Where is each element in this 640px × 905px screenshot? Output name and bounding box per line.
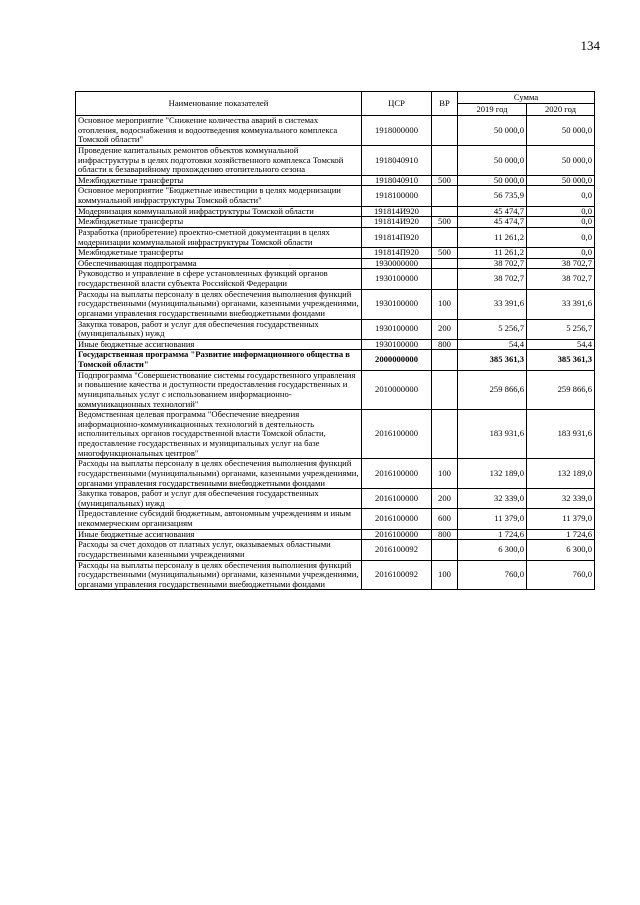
table-row — [76, 227, 595, 247]
cell-vr — [432, 186, 458, 206]
page-number: 134 — [580, 38, 600, 53]
cell-name: Основное мероприятие "Снижение количества аварий в системах отопления, водоснабжения и водоотведения коммунального комплекса Томской области" — [76, 116, 362, 146]
cell-vr: 600 — [432, 509, 458, 529]
cell-vr: 500 — [432, 217, 458, 228]
table-row — [76, 206, 595, 217]
cell-name: Расходы на выплаты персоналу в целях обеспечения выполнения функций государственными (муниципальными) органами, казенными учреждениями, органами управления государственными внебюджетными фондами — [76, 459, 362, 489]
cell-name: Закупка товаров, работ и услуг для обеспечения государственных (муниципальных) нужд — [76, 489, 362, 509]
cell-sum-2020: 38 702,7 — [527, 258, 595, 269]
table-row — [76, 145, 595, 175]
table-row — [76, 370, 595, 410]
cell-name: Расходы на выплаты персоналу в целях обеспечения выполнения функций государственными (муниципальными) органами, казенными учреждениями, органами управления государственными внебюджетными фондами — [76, 560, 362, 590]
cell-csr: 2000000000 — [362, 350, 432, 370]
cell-sum-2020: 0,0 — [527, 227, 595, 247]
cell-name: Межбюджетные трансферты — [76, 248, 362, 259]
cell-sum-2020: 11 379,0 — [527, 509, 595, 529]
cell-csr: 1918000000 — [362, 116, 432, 146]
cell-sum-2019: 50 000,0 — [458, 145, 527, 175]
cell-vr: 200 — [432, 489, 458, 509]
cell-csr: 1930100000 — [362, 269, 432, 289]
cell-name: Межбюджетные трансферты — [76, 175, 362, 186]
cell-sum-2020: 33 391,6 — [527, 289, 595, 319]
cell-csr: 191814П920 — [362, 248, 432, 259]
cell-sum-2019: 56 735,9 — [458, 186, 527, 206]
cell-csr: 2016100000 — [362, 459, 432, 489]
table-row — [76, 289, 595, 319]
cell-sum-2019: 385 361,3 — [458, 350, 527, 370]
header-sum: Сумма — [458, 92, 595, 104]
cell-sum-2019: 11 379,0 — [458, 509, 527, 529]
cell-sum-2019: 50 000,0 — [458, 175, 527, 186]
table-row — [76, 248, 595, 259]
cell-sum-2019: 5 256,7 — [458, 319, 527, 339]
cell-name: Основное мероприятие "Бюджетные инвестиции в целях модернизации коммунальной инфраструктуры Томской области" — [76, 186, 362, 206]
cell-vr: 100 — [432, 560, 458, 590]
cell-vr: 100 — [432, 459, 458, 489]
cell-csr: 1930100000 — [362, 339, 432, 350]
cell-csr: 191814И920 — [362, 217, 432, 228]
table-row — [76, 175, 595, 186]
cell-vr — [432, 350, 458, 370]
cell-sum-2020: 1 724,6 — [527, 529, 595, 540]
cell-sum-2019: 760,0 — [458, 560, 527, 590]
cell-sum-2019: 11 261,2 — [458, 248, 527, 259]
cell-sum-2019: 54,4 — [458, 339, 527, 350]
table-row — [76, 319, 595, 339]
cell-sum-2019: 32 339,0 — [458, 489, 527, 509]
cell-vr — [432, 258, 458, 269]
cell-vr: 800 — [432, 529, 458, 540]
cell-csr: 1918100000 — [362, 186, 432, 206]
budget-table — [75, 91, 595, 590]
table-row — [76, 560, 595, 590]
cell-name: Расходы на выплаты персоналу в целях обеспечения выполнения функций государственными (муниципальными) органами, казенными учреждениями, органами управления государственными внебюджетными фондами — [76, 289, 362, 319]
cell-sum-2020: 760,0 — [527, 560, 595, 590]
cell-csr: 2016100000 — [362, 489, 432, 509]
cell-sum-2019: 38 702,7 — [458, 269, 527, 289]
table-row — [76, 350, 595, 370]
cell-name: Руководство и управление в сфере установленных функций органов государственной власти субъекта Российской Федерации — [76, 269, 362, 289]
cell-sum-2020: 183 931,6 — [527, 410, 595, 459]
header-year-2019: 2019 год — [458, 104, 527, 116]
cell-csr: 2016100000 — [362, 509, 432, 529]
header-name: Наименование показателей — [76, 92, 362, 116]
table-row — [76, 217, 595, 228]
table-row — [76, 269, 595, 289]
cell-name: Проведение капитальных ремонтов объектов коммунальной инфраструктуры в целях подготовки хозяйственного комплекса Томской области к безаварийному прохождению отопительного сезона — [76, 145, 362, 175]
cell-vr — [432, 145, 458, 175]
cell-csr: 2016100000 — [362, 529, 432, 540]
cell-name: Иные бюджетные ассигнования — [76, 529, 362, 540]
table-row — [76, 509, 595, 529]
cell-vr — [432, 269, 458, 289]
header-year-2020: 2020 год — [527, 104, 595, 116]
cell-sum-2020: 5 256,7 — [527, 319, 595, 339]
cell-vr: 800 — [432, 339, 458, 350]
cell-name: Предоставление субсидий бюджетным, автономным учреждениям и иным некоммерческим организациям — [76, 509, 362, 529]
cell-sum-2019: 6 300,0 — [458, 540, 527, 560]
cell-sum-2020: 0,0 — [527, 186, 595, 206]
cell-name: Расходы за счет доходов от платных услуг, оказываемых областными государственными казенными учреждениями — [76, 540, 362, 560]
cell-vr — [432, 227, 458, 247]
cell-vr — [432, 370, 458, 410]
cell-name: Обеспечивающая подпрограмма — [76, 258, 362, 269]
cell-vr — [432, 116, 458, 146]
cell-sum-2019: 33 391,6 — [458, 289, 527, 319]
cell-sum-2020: 385 361,3 — [527, 350, 595, 370]
table-row — [76, 410, 595, 459]
cell-sum-2019: 132 189,0 — [458, 459, 527, 489]
table-row — [76, 186, 595, 206]
cell-sum-2019: 45 474,7 — [458, 206, 527, 217]
cell-name: Государственная программа "Развитие информационного общества в Томской области" — [76, 350, 362, 370]
cell-csr: 2010000000 — [362, 370, 432, 410]
cell-sum-2020: 50 000,0 — [527, 116, 595, 146]
cell-sum-2020: 32 339,0 — [527, 489, 595, 509]
cell-csr: 1918040910 — [362, 145, 432, 175]
cell-csr: 1930100000 — [362, 319, 432, 339]
cell-sum-2019: 38 702,7 — [458, 258, 527, 269]
table-row — [76, 339, 595, 350]
cell-csr: 2016100000 — [362, 410, 432, 459]
cell-sum-2020: 0,0 — [527, 217, 595, 228]
cell-csr: 191814И920 — [362, 206, 432, 217]
cell-sum-2020: 259 866,6 — [527, 370, 595, 410]
cell-sum-2020: 50 000,0 — [527, 175, 595, 186]
cell-sum-2019: 183 931,6 — [458, 410, 527, 459]
cell-sum-2020: 0,0 — [527, 248, 595, 259]
cell-vr: 500 — [432, 248, 458, 259]
table-header — [76, 92, 595, 116]
table-row — [76, 540, 595, 560]
cell-name: Подпрограмма "Совершенствование системы государственного управления и повышение качества и доступности предоставления государственных и муниципальных услуг с использованием информационно-коммуникационных технологий" — [76, 370, 362, 410]
cell-sum-2020: 38 702,7 — [527, 269, 595, 289]
cell-name: Модернизация коммунальной инфраструктуры Томской области — [76, 206, 362, 217]
cell-vr: 100 — [432, 289, 458, 319]
cell-sum-2020: 0,0 — [527, 206, 595, 217]
cell-csr: 1930000000 — [362, 258, 432, 269]
cell-sum-2019: 1 724,6 — [458, 529, 527, 540]
cell-name: Закупка товаров, работ и услуг для обеспечения государственных (муниципальных) нужд — [76, 319, 362, 339]
cell-sum-2020: 50 000,0 — [527, 145, 595, 175]
header-csr: ЦСР — [362, 92, 432, 116]
cell-sum-2019: 11 261,2 — [458, 227, 527, 247]
cell-sum-2020: 132 189,0 — [527, 459, 595, 489]
cell-vr — [432, 540, 458, 560]
cell-csr: 2016100092 — [362, 540, 432, 560]
table-row — [76, 258, 595, 269]
cell-sum-2020: 6 300,0 — [527, 540, 595, 560]
cell-csr: 191814П920 — [362, 227, 432, 247]
cell-name: Разработка (приобретение) проектно-сметной документации в целях модернизации коммунальной инфраструктуры Томской области — [76, 227, 362, 247]
cell-name: Ведомственная целевая программа "Обеспечение внедрения информационно-коммуникационных технологий в деятельность исполнительных органов государственной власти Томской области, предоставление государственных и муниципальных услуг на базе многофункциональных центров" — [76, 410, 362, 459]
cell-sum-2019: 45 474,7 — [458, 217, 527, 228]
cell-csr: 1930100000 — [362, 289, 432, 319]
table-row — [76, 489, 595, 509]
cell-sum-2019: 259 866,6 — [458, 370, 527, 410]
cell-vr — [432, 206, 458, 217]
header-vr: ВР — [432, 92, 458, 116]
table-row — [76, 459, 595, 489]
cell-csr: 2016100092 — [362, 560, 432, 590]
cell-name: Иные бюджетные ассигнования — [76, 339, 362, 350]
table-body — [76, 116, 595, 590]
cell-csr: 1918040910 — [362, 175, 432, 186]
table-row — [76, 116, 595, 146]
cell-vr: 200 — [432, 319, 458, 339]
cell-sum-2020: 54,4 — [527, 339, 595, 350]
table-row — [76, 529, 595, 540]
cell-vr — [432, 410, 458, 459]
cell-name: Межбюджетные трансферты — [76, 217, 362, 228]
cell-vr: 500 — [432, 175, 458, 186]
cell-sum-2019: 50 000,0 — [458, 116, 527, 146]
